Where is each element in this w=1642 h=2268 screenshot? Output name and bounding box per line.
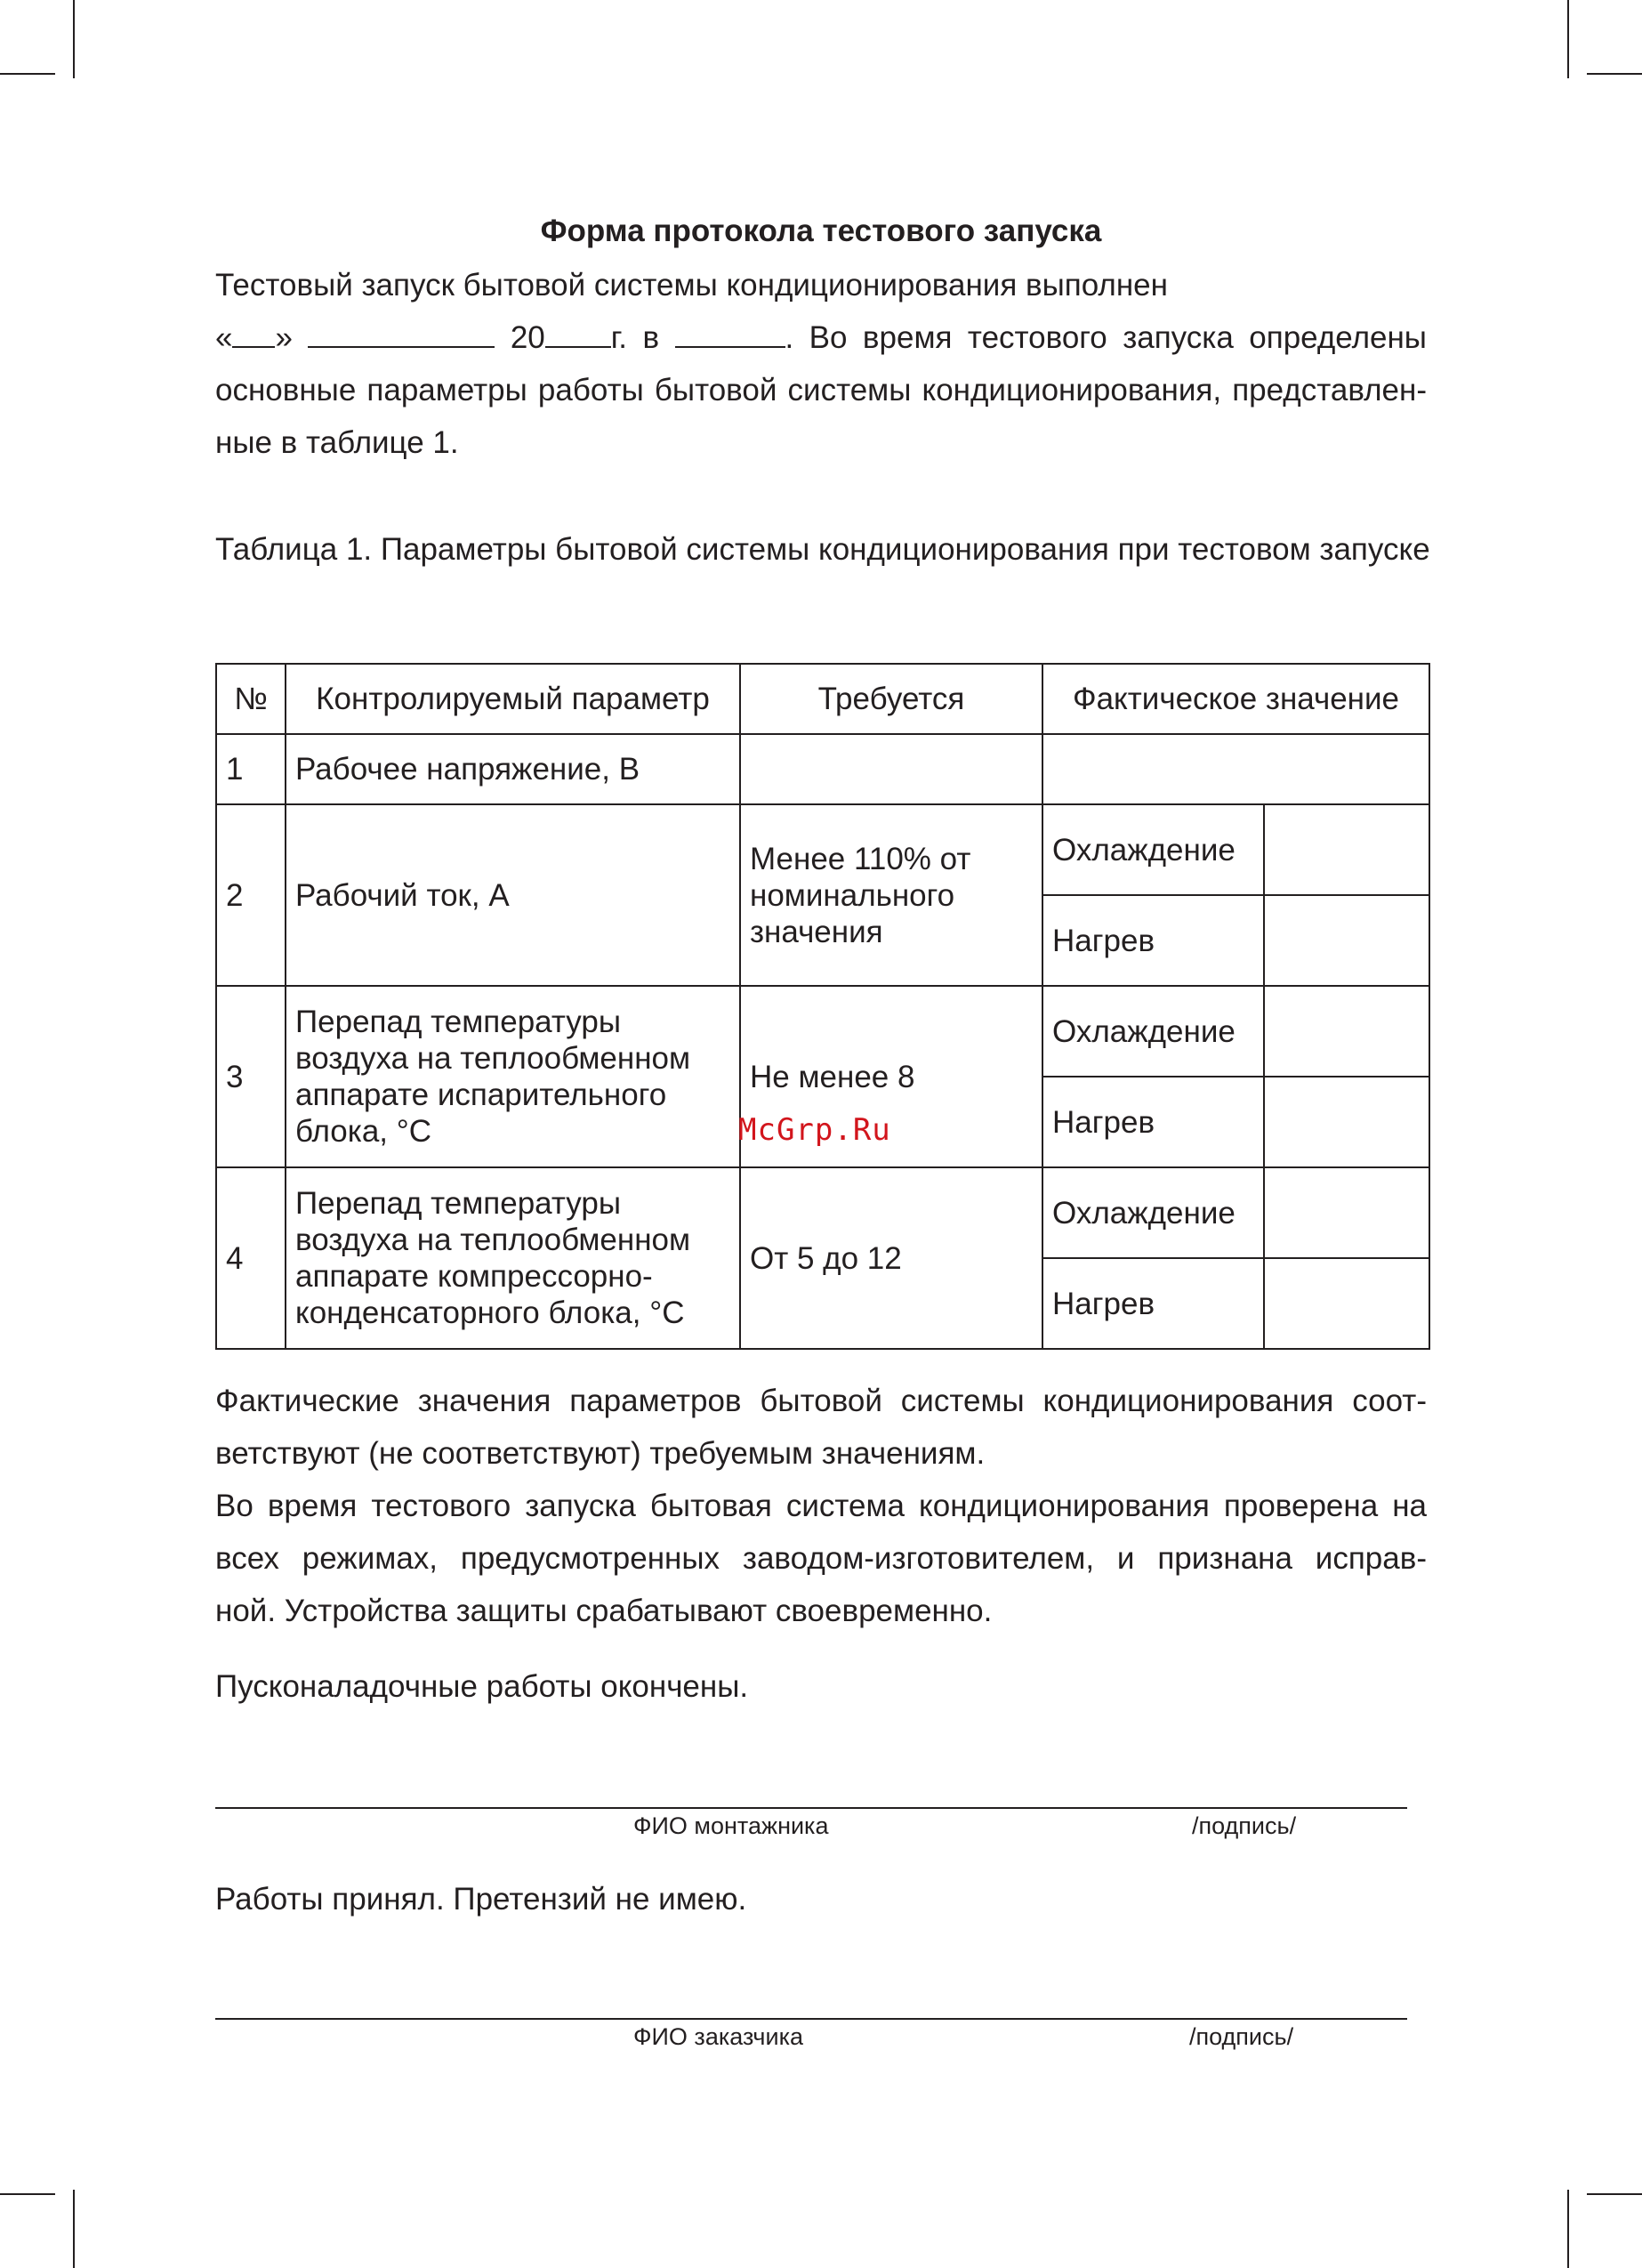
conformity-paragraph: Фактические значения параметров бытовой системы кондиционирования соот- ветствуют (не соответствуют) требуемым значениям. Во время тестового запуска бытовая система кондиционирования проверена на всех режимах, предусмотренных заводом-изготовителем, и признана исправ- ной. Устройства защиты срабатывают своевременно. [215,1384,1427,1628]
actual-value-cell [1042,734,1429,804]
intro-paragraph [215,259,1427,469]
month-blank [308,319,495,348]
intro-line: основные параметры работы бытовой системы кондиционирования, представлен- [215,373,1427,408]
year-blank [545,319,611,348]
row-parameter: Рабочее напряжение, В [286,734,740,804]
row-required: Не менее 8 [740,986,1042,1167]
mode-label: Охлаждение [1042,804,1264,895]
mode-label: Охлаждение [1042,986,1264,1077]
table-caption: Таблица 1. Параметры бытовой системы кондиционирования при тестовом запуске [215,532,1430,567]
row-number: 1 [216,734,286,804]
intro-line: Тестовый запуск бытовой системы кондиционирования выполнен [215,268,1168,303]
installer-name-caption: ФИО монтажника [633,1812,829,1839]
table-row [216,986,1429,1077]
place-blank [675,319,785,348]
crop-mark [0,73,55,75]
crop-mark [73,2190,75,2268]
mode-label: Нагрев [1042,1258,1264,1349]
installer-sign-caption: /подпись/ [1192,1812,1297,1839]
header-parameter: Контролируемый параметр [286,664,740,734]
customer-sign-caption: /подпись/ [1189,2023,1294,2050]
actual-value-cell [1264,1167,1429,1258]
actual-value-cell [1264,986,1429,1077]
table-row [216,804,1429,895]
crop-mark [0,2193,55,2195]
crop-mark [1567,0,1569,78]
mode-label: Нагрев [1042,895,1264,986]
row-required: От 5 до 12 [740,1167,1042,1349]
crop-mark [1587,73,1642,75]
day-blank [232,319,275,348]
row-parameter: Перепад температуры воздуха на теплообменном аппарате компрессорно-конденсаторного блока, °С [286,1167,740,1349]
watermark: McGrp.Ru [738,1112,891,1148]
table-row [216,734,1429,804]
customer-name-caption: ФИО заказчика [633,2023,804,2050]
mode-label: Нагрев [1042,1077,1264,1167]
actual-value-cell [1264,804,1429,895]
mode-label: Охлаждение [1042,1167,1264,1258]
installer-signature-line [215,1807,1407,1809]
row-parameter: Рабочий ток, А [286,804,740,986]
actual-value-cell [1264,1258,1429,1349]
row-number: 3 [216,986,286,1167]
customer-signature-line [215,2018,1407,2020]
table-row [216,1167,1429,1258]
row-required: Менее 110% от номинального значения [740,804,1042,986]
acceptance-text: Работы принял. Претензий не имею. [215,1882,747,1917]
completion-text: Пусконаладочные работы окончены. [215,1669,749,1704]
document-title: Форма протокола тестового запуска [540,214,1102,248]
header-required: Требуется [740,664,1042,734]
actual-value-cell [1264,1077,1429,1167]
row-required [740,734,1042,804]
intro-date-line: « » 20 г. в . Во время тестового запуска определены [215,320,1427,355]
crop-mark [1587,2193,1642,2195]
header-actual: Фактическое значение [1042,664,1429,734]
crop-mark [73,0,75,78]
crop-mark [1567,2190,1569,2268]
intro-line: ные в таблице 1. [215,425,459,460]
table-header-row [216,664,1429,734]
parameters-table [215,663,1430,1350]
actual-value-cell [1264,895,1429,986]
row-parameter: Перепад температуры воздуха на теплообменном аппарате испарительного блока, °С [286,986,740,1167]
row-number: 4 [216,1167,286,1349]
header-number: № [216,664,286,734]
row-number: 2 [216,804,286,986]
